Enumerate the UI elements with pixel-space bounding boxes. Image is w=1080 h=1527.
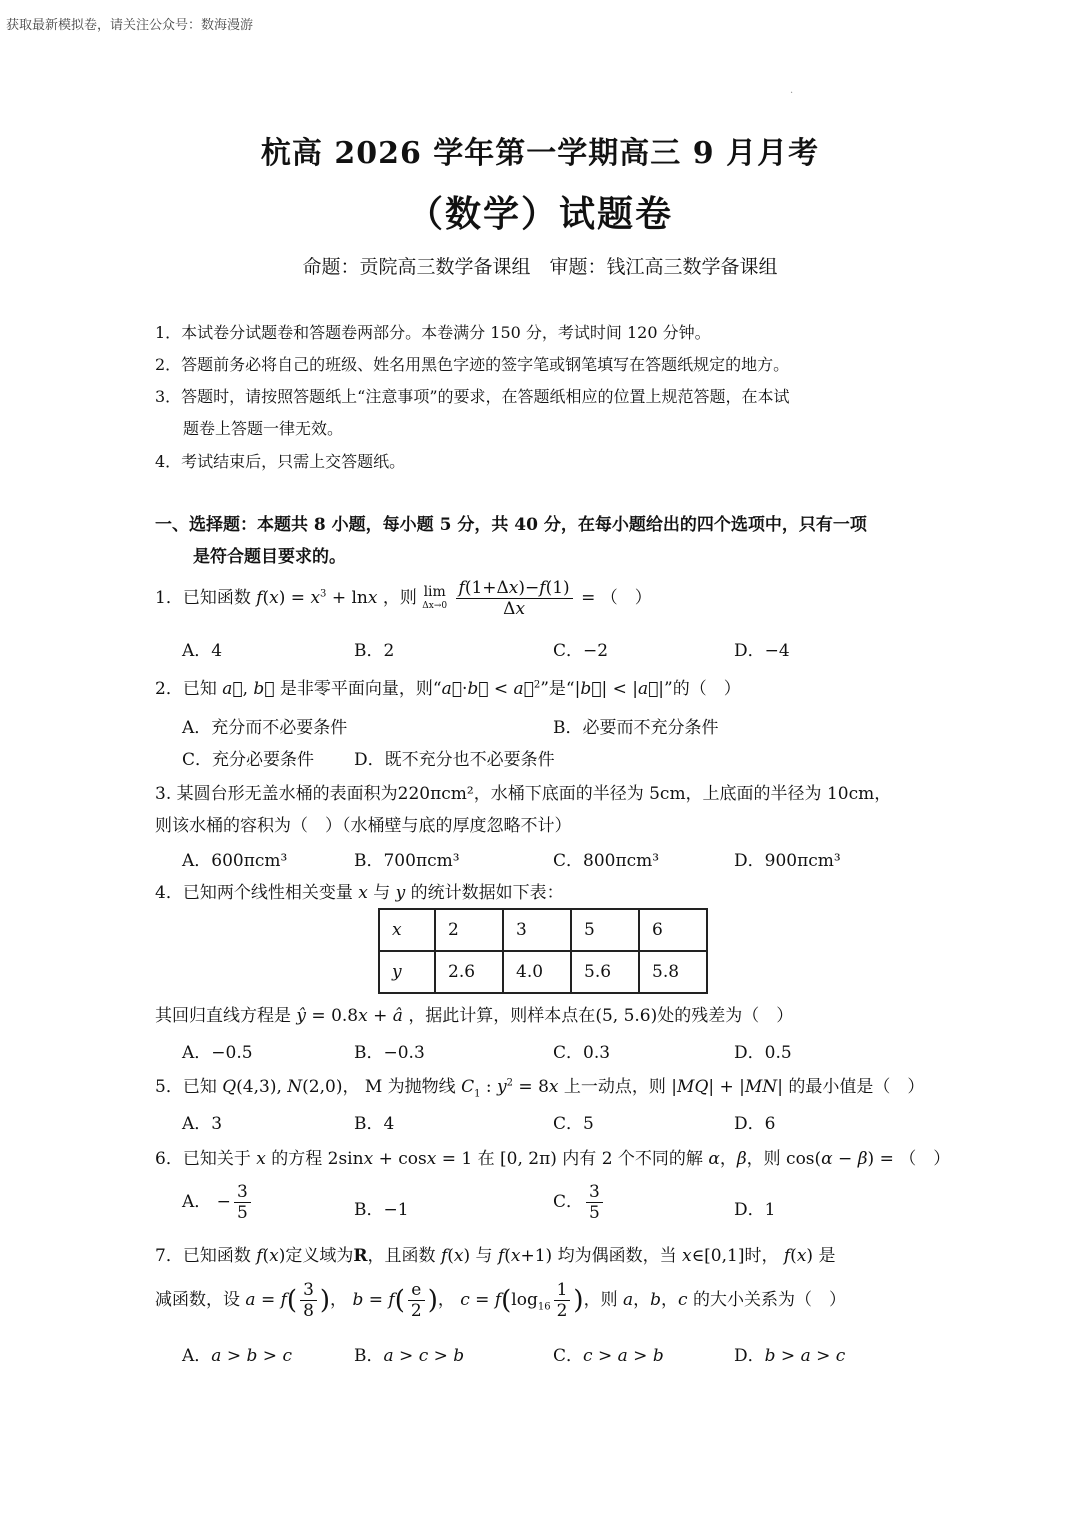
q6-expression: cos(α − β) =	[786, 1149, 894, 1169]
table-cell: 4.0	[503, 951, 571, 993]
q7-suffix: 是	[818, 1246, 836, 1266]
q4-line1b: 与	[373, 883, 391, 903]
q7-fx1: f(x+1)	[497, 1246, 553, 1266]
q6-mid3: 内有 2 个不同的解	[562, 1149, 703, 1169]
q2-prefix: 2．已知	[155, 679, 217, 699]
q6-roots: α，β	[708, 1149, 747, 1169]
q1-option-b: B．2	[354, 641, 395, 661]
question-3-line-1: 3. 某圆台形无盖水桶的表面积为220πcm²，水桶下底面的半径为 5cm，上底面的半径为 10cm，	[155, 784, 892, 804]
q7-option-b: B．a > c > b	[354, 1346, 465, 1366]
q1-option-a: A．4	[182, 641, 223, 661]
q7-prefix: 7．已知函数	[155, 1246, 251, 1266]
table-cell: x	[379, 909, 435, 951]
q2-mid2: ”是“	[540, 679, 575, 699]
note-3: 3．答题时，请按照答题纸上“注意事项”的要求，在答题纸相应的位置上规范答题，在本试	[155, 387, 790, 406]
q4-line2a: 其回归直线方程是	[155, 1006, 291, 1026]
q7-line2c: 的大小关系为（ ）	[692, 1290, 846, 1310]
q7-fx-2: f(x)	[440, 1246, 471, 1266]
q6-option-b: B．−1	[354, 1200, 409, 1220]
table-row	[379, 951, 707, 993]
question-6	[155, 1144, 950, 1169]
q1-option-d: D．−4	[734, 641, 790, 661]
q4-line2b: ，据此计算，则样本点在	[408, 1006, 596, 1026]
q7-fx-3: f(x)	[783, 1246, 814, 1266]
table-cell: 6	[639, 909, 707, 951]
q2-mid: 是非零平面向量，则“	[279, 679, 442, 699]
table-cell: 5	[571, 909, 639, 951]
q6-mid: 的方程	[271, 1149, 323, 1169]
q6-option-c: C． $\frac{3}{5}$	[553, 1182, 606, 1223]
q7-mid: 定义域为	[285, 1246, 354, 1266]
exam-subtitle: （数学）试题卷	[406, 193, 673, 235]
q7-domain: x∈[0,1]	[681, 1246, 745, 1266]
q7-reals: R	[353, 1246, 368, 1266]
q2-suffix: ”的（ ）	[664, 679, 741, 699]
q1-mid: ，则	[382, 588, 417, 608]
q2-condition-2: |b⃗| < |a⃗|	[574, 679, 665, 699]
q2-option-c: C．充分必要条件	[182, 750, 315, 770]
q7-fx: f(x)	[256, 1246, 286, 1266]
q2-option-a: A．充分而不必要条件	[182, 718, 348, 738]
q3-option-c: C．800πcm³	[553, 851, 660, 871]
q5-suffix: 的最小值是（ ）	[788, 1077, 925, 1097]
section-heading: 一、选择题：本题共 8 小题，每小题 5 分，共 40 分，在每小题给出的四个选项中，只有一项	[155, 515, 867, 535]
note-2: 2．答题前务必将自己的班级、姓名用黑色字迹的签字笔或钢笔填写在答题纸规定的地方。	[155, 355, 790, 374]
q7-mid3: 与	[475, 1246, 493, 1266]
q6-option-d: D．1	[734, 1200, 776, 1220]
data-table	[378, 908, 708, 994]
stray-dot: ·	[790, 88, 794, 99]
q6-var-x: x	[256, 1149, 266, 1169]
q6-interval: [0, 2π)	[500, 1149, 557, 1169]
question-4-line-2	[155, 1001, 793, 1026]
q7-line2a: 减函数，设	[155, 1290, 240, 1310]
q6-equation: 2sinx + cosx = 1	[327, 1149, 473, 1169]
question-5	[155, 1072, 924, 1099]
question-3-line-2: 则该水桶的容积为（ ）（水桶壁与底的厚度忽略不计）	[155, 816, 572, 836]
table-cell: 2.6	[435, 951, 503, 993]
table-cell: 5.6	[571, 951, 639, 993]
q5-parabola: $C_1$ : $y^2 = 8x$	[461, 1077, 559, 1100]
q4-option-b: B．−0.3	[354, 1043, 425, 1063]
q4-var-x: x	[358, 883, 368, 903]
q2-condition-1: a⃗·b⃗ < a⃗$^2$	[441, 679, 541, 699]
question-1: 1．已知函数 $f(x) = x^3 + \ln x$ ，则 lim Δx→0 $\frac{f(1+\Delta x)-f(1)}{\Delta x}$ = （ ）	[155, 578, 652, 619]
note-1: 1．本试卷分试题卷和答题卷两部分。本卷满分 150 分，考试时间 120 分钟。	[155, 323, 711, 342]
q5-option-d: D．6	[734, 1114, 776, 1134]
q1-suffix: （ ）	[600, 588, 652, 608]
q5-option-c: C．5	[553, 1114, 594, 1134]
q7-option-c: C．c > a > b	[553, 1346, 664, 1366]
q5-points: Q(4,3), N(2,0)，	[222, 1077, 360, 1097]
note-4: 4．考试结束后，只需上交答题纸。	[155, 452, 406, 471]
q4-option-d: D．0.5	[734, 1043, 792, 1063]
q6-mid4: ，则	[746, 1149, 781, 1169]
question-4	[155, 878, 564, 903]
q1-option-c: C．−2	[553, 641, 609, 661]
exam-authors: 命题：贡院高三数学备课组 审题：钱江高三数学备课组	[302, 256, 778, 278]
q1-prefix: 1．已知函数	[155, 588, 251, 608]
q4-line2c: 处的残差为（ ）	[657, 1006, 794, 1026]
q7-vars: a，b，c	[622, 1290, 688, 1310]
q1-limit: lim Δx→0	[422, 583, 448, 611]
q4-regression: ŷ = 0.8x + â	[296, 1006, 403, 1026]
q7-mid5: 时，	[744, 1246, 779, 1266]
q5-expression: |MQ| + |MN|	[671, 1077, 783, 1097]
q1-formula: $f(x) = x^3 + \ln x$	[256, 588, 378, 608]
question-2	[155, 674, 741, 699]
exam-title: 杭高 2026 学年第一学期高三 9 月月考	[260, 136, 820, 171]
table-cell: y	[379, 951, 435, 993]
q6-suffix: （ ）	[899, 1149, 951, 1169]
question-7	[155, 1241, 835, 1266]
q4-line1: 4．已知两个线性相关变量	[155, 883, 353, 903]
q7-option-a: A．a > b > c	[182, 1346, 292, 1366]
q3-option-a: A．600πcm³	[182, 851, 288, 871]
q6-mid2: 在	[477, 1149, 495, 1169]
table-row	[379, 909, 707, 951]
q6-option-a: A． − $\frac{3}{5}$	[182, 1182, 254, 1223]
table-cell: 5.8	[639, 951, 707, 993]
q1-fraction: $\frac{f(1+\Delta x)-f(1)}{\Delta x}$	[456, 578, 573, 619]
q2-vectors: a⃗, b⃗	[222, 679, 275, 699]
section-heading-cont: 是符合题目要求的。	[193, 547, 346, 567]
q4-point: (5, 5.6)	[595, 1006, 658, 1026]
watermark: 获取最新模拟卷，请关注公众号：数海漫游	[6, 18, 254, 33]
q5-mid2: 上一动点，则	[563, 1077, 666, 1097]
q3-option-d: D．900πcm³	[734, 851, 841, 871]
q7-mid4: 均为偶函数，当	[557, 1246, 677, 1266]
q5-mid: M 为抛物线	[364, 1077, 456, 1097]
q4-option-a: A．−0.5	[182, 1043, 253, 1063]
q7-line2b: ，则	[583, 1290, 618, 1310]
question-7-line-2: 减函数，设 a = f( $\frac{3}{8}$ )， b = f( $\frac{e}{2}$ )， $c = f(\log_{16}$ $\frac{1}{2}$ )，则 a，b，c 的大小关系为（ ）	[155, 1280, 846, 1321]
q6-prefix: 6．已知关于	[155, 1149, 251, 1169]
q5-prefix: 5．已知	[155, 1077, 217, 1097]
table-cell: 2	[435, 909, 503, 951]
q3-option-b: B．700πcm³	[354, 851, 460, 871]
q7-option-d: D．b > a > c	[734, 1346, 846, 1366]
q4-var-y: y	[395, 883, 406, 903]
q4-line1c: 的统计数据如下表：	[410, 883, 564, 903]
q5-option-b: B．4	[354, 1114, 395, 1134]
note-3-cont: 题卷上答题一律无效。	[183, 419, 344, 438]
table-cell: 3	[503, 909, 571, 951]
q4-option-c: C．0.3	[553, 1043, 611, 1063]
q5-option-a: A．3	[182, 1114, 223, 1134]
q7-mid2: ，且函数	[367, 1246, 436, 1266]
q2-option-b: B．必要而不充分条件	[553, 718, 719, 738]
q2-option-d: D．既不充分也不必要条件	[354, 750, 555, 770]
